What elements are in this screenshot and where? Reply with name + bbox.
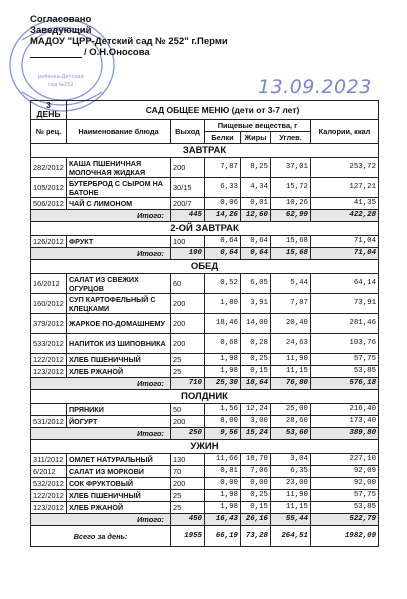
total-row	[31, 514, 379, 526]
col-carb-header: Углев.	[271, 132, 311, 144]
portion-output: 30/15	[171, 178, 205, 198]
total-protein: 14,26	[205, 210, 241, 222]
calorie-value: 53,85	[311, 502, 379, 514]
calorie-value: 92,09	[311, 466, 379, 478]
approval-line3: МАДОУ "ЦРР-Детский сад № 252" г.Перми	[30, 36, 228, 47]
fat-value: 0,28	[241, 334, 271, 354]
table-row	[31, 274, 379, 294]
grand-total-output: 1955	[171, 526, 205, 547]
portion-output: 25	[171, 490, 205, 502]
fat-value: 6,05	[241, 274, 271, 294]
protein-value: 1,56	[205, 404, 241, 416]
total-calories: 576,18	[311, 378, 379, 390]
dish-name: ОМЛЕТ НАТУРАЛЬНЫЙ	[67, 454, 171, 466]
total-carb: 62,99	[271, 210, 311, 222]
total-carb: 55,44	[271, 514, 311, 526]
calorie-value: 71,04	[311, 236, 379, 248]
fat-value: 3,00	[241, 416, 271, 428]
total-fat: 0,64	[241, 248, 271, 260]
portion-output: 60	[171, 274, 205, 294]
fat-value: 4,34	[241, 178, 271, 198]
calorie-value: 57,75	[311, 490, 379, 502]
carb-value: 7,87	[271, 294, 311, 314]
fat-value: 8,25	[241, 158, 271, 178]
carb-value: 15,72	[271, 178, 311, 198]
recipe-number: 16/2012	[31, 274, 67, 294]
protein-value: 1,80	[205, 294, 241, 314]
table-row	[31, 454, 379, 466]
calorie-value: 53,85	[311, 366, 379, 378]
table-row	[31, 416, 379, 428]
total-label: Итого:	[31, 210, 171, 222]
dish-name: ФРУКТ	[67, 236, 171, 248]
dish-name: ЖАРКОЕ ПО-ДОМАШНЕМУ	[67, 314, 171, 334]
dish-name: СОК ФРУКТОВЫЙ	[67, 478, 171, 490]
protein-value: 0,52	[205, 274, 241, 294]
table-row	[31, 334, 379, 354]
section-header	[31, 390, 379, 404]
col-name-header: Наименование блюда	[67, 120, 171, 144]
recipe-number: 123/2012	[31, 502, 67, 514]
total-label: Итого:	[31, 514, 171, 526]
carb-value: 11,90	[271, 354, 311, 366]
fat-value: 18,70	[241, 454, 271, 466]
calorie-value: 92,00	[311, 478, 379, 490]
carb-value: 28,60	[271, 416, 311, 428]
dish-name: БУТЕРБРОД С СЫРОМ НА БАТОНЕ	[67, 178, 171, 198]
calorie-value: 41,35	[311, 198, 379, 210]
col-rec-header: № рец.	[31, 120, 67, 144]
protein-value: 1,98	[205, 502, 241, 514]
portion-output: 25	[171, 502, 205, 514]
table-row	[31, 354, 379, 366]
table-row	[31, 294, 379, 314]
dish-name: САЛАТ ИЗ СВЕЖИХ ОГУРЦОВ	[67, 274, 171, 294]
carb-value: 20,40	[271, 314, 311, 334]
section-title: 2-ОЙ ЗАВТРАК	[31, 222, 379, 236]
protein-value: 7,87	[205, 158, 241, 178]
handwritten-date: 13.09.2023	[258, 76, 372, 98]
recipe-number: 6/2012	[31, 466, 67, 478]
total-protein: 16,43	[205, 514, 241, 526]
dish-name: САЛАТ ИЗ МОРКОВИ	[67, 466, 171, 478]
carb-value: 10,26	[271, 198, 311, 210]
dish-name: ПРЯНИКИ	[67, 404, 171, 416]
total-calories: 389,80	[311, 428, 379, 440]
total-output: 445	[171, 210, 205, 222]
recipe-number: 282/2012	[31, 158, 67, 178]
total-protein: 25,30	[205, 378, 241, 390]
protein-value: 0,68	[205, 334, 241, 354]
protein-value: 18,46	[205, 314, 241, 334]
col-nutrients-header: Пищевые вещества, г	[205, 120, 311, 132]
fat-value: 14,00	[241, 314, 271, 334]
carb-value: 3,04	[271, 454, 311, 466]
table-row	[31, 478, 379, 490]
portion-output: 200	[171, 478, 205, 490]
recipe-number: 122/2012	[31, 354, 67, 366]
portion-output: 200	[171, 158, 205, 178]
col-cal-header: Калории, ккал	[311, 120, 379, 144]
total-fat: 18,64	[241, 378, 271, 390]
portion-output: 130	[171, 454, 205, 466]
calorie-value: 281,46	[311, 314, 379, 334]
calorie-value: 103,76	[311, 334, 379, 354]
fat-value: 12,24	[241, 404, 271, 416]
total-output: 250	[171, 428, 205, 440]
grand-total-protein: 66,19	[205, 526, 241, 547]
svg-text:сад №252: сад №252	[48, 82, 74, 88]
total-label: Итого:	[31, 428, 171, 440]
recipe-number: 311/2012	[31, 454, 67, 466]
dish-name: ХЛЕБ ПШЕНИЧНЫЙ	[67, 490, 171, 502]
signature-line	[30, 48, 82, 58]
total-label: Итого:	[31, 248, 171, 260]
total-fat: 15,24	[241, 428, 271, 440]
dish-name: ЙОГУРТ	[67, 416, 171, 428]
menu-table	[30, 100, 379, 547]
carb-value: 37,01	[271, 158, 311, 178]
recipe-number: 122/2012	[31, 490, 67, 502]
table-row	[31, 404, 379, 416]
approval-line4: / О.Н.Оносова	[84, 47, 150, 58]
table-row	[31, 198, 379, 210]
portion-output: 200	[171, 294, 205, 314]
section-header	[31, 222, 379, 236]
recipe-number	[31, 404, 67, 416]
approval-line2: Заведующий	[30, 25, 92, 36]
total-carb: 15,68	[271, 248, 311, 260]
total-row	[31, 210, 379, 222]
fat-value: 0,25	[241, 354, 271, 366]
table-row	[31, 502, 379, 514]
total-calories: 422,28	[311, 210, 379, 222]
calorie-value: 64,14	[311, 274, 379, 294]
day-label: 3 ДЕНЬ	[31, 101, 67, 120]
protein-value: 0,06	[205, 198, 241, 210]
fat-value: 0,15	[241, 366, 271, 378]
table-row	[31, 366, 379, 378]
protein-value: 6,33	[205, 178, 241, 198]
carb-value: 25,00	[271, 404, 311, 416]
grand-total-row	[31, 526, 379, 547]
total-row	[31, 378, 379, 390]
total-carb: 76,80	[271, 378, 311, 390]
section-title: ЗАВТРАК	[31, 144, 379, 158]
table-row	[31, 158, 379, 178]
calorie-value: 216,40	[311, 404, 379, 416]
grand-total-label: Всего за день:	[31, 526, 171, 547]
carb-value: 15,68	[271, 236, 311, 248]
protein-value: 0,64	[205, 236, 241, 248]
table-row	[31, 314, 379, 334]
portion-output: 25	[171, 354, 205, 366]
carb-value: 6,35	[271, 466, 311, 478]
protein-value: 0,81	[205, 466, 241, 478]
menu-body	[31, 144, 379, 547]
carb-value: 11,15	[271, 502, 311, 514]
portion-output: 70	[171, 466, 205, 478]
total-fat: 26,16	[241, 514, 271, 526]
total-row	[31, 248, 379, 260]
recipe-number: 531/2012	[31, 416, 67, 428]
total-calories: 522,79	[311, 514, 379, 526]
total-fat: 12,60	[241, 210, 271, 222]
protein-value: 11,66	[205, 454, 241, 466]
recipe-number: 533/2012	[31, 334, 67, 354]
protein-value: 1,98	[205, 490, 241, 502]
dish-name: ХЛЕБ ПШЕНИЧНЫЙ	[67, 354, 171, 366]
section-header	[31, 260, 379, 274]
dish-name: ХЛЕБ РЖАНОЙ	[67, 502, 171, 514]
recipe-number: 105/2012	[31, 178, 67, 198]
portion-output: 50	[171, 404, 205, 416]
menu-title: САД ОБЩЕЕ МЕНЮ (дети от 3-7 лет)	[67, 101, 379, 120]
fat-value: 0,25	[241, 490, 271, 502]
portion-output: 200	[171, 416, 205, 428]
carb-value: 23,00	[271, 478, 311, 490]
table-row	[31, 466, 379, 478]
section-title: УЖИН	[31, 440, 379, 454]
fat-value: 0,01	[241, 198, 271, 210]
total-row	[31, 428, 379, 440]
recipe-number: 506/2012	[31, 198, 67, 210]
col-protein-header: Белки	[205, 132, 241, 144]
total-label: Итого:	[31, 378, 171, 390]
portion-output: 100	[171, 236, 205, 248]
total-output: 100	[171, 248, 205, 260]
recipe-number: 379/2012	[31, 314, 67, 334]
calorie-value: 173,40	[311, 416, 379, 428]
recipe-number: 532/2012	[31, 478, 67, 490]
table-row	[31, 490, 379, 502]
recipe-number: 160/2012	[31, 294, 67, 314]
approval-block	[30, 14, 228, 58]
col-out-header: Выход	[171, 120, 205, 144]
total-carb: 53,60	[271, 428, 311, 440]
calorie-value: 57,75	[311, 354, 379, 366]
calorie-value: 253,72	[311, 158, 379, 178]
protein-value: 1,98	[205, 354, 241, 366]
carb-value: 24,63	[271, 334, 311, 354]
total-protein: 9,56	[205, 428, 241, 440]
total-calories: 71,04	[311, 248, 379, 260]
recipe-number: 126/2012	[31, 236, 67, 248]
total-output: 450	[171, 514, 205, 526]
portion-output: 200/7	[171, 198, 205, 210]
grand-total-fat: 73,28	[241, 526, 271, 547]
total-output: 710	[171, 378, 205, 390]
section-title: ПОЛДНИК	[31, 390, 379, 404]
calorie-value: 73,91	[311, 294, 379, 314]
fat-value: 3,91	[241, 294, 271, 314]
dish-name: ЧАЙ С ЛИМОНОМ	[67, 198, 171, 210]
recipe-number: 123/2012	[31, 366, 67, 378]
svg-text:ребенка-Детский: ребенка-Детский	[38, 74, 84, 80]
carb-value: 5,44	[271, 274, 311, 294]
grand-total-carb: 264,51	[271, 526, 311, 547]
dish-name: КАША ПШЕНИЧНАЯ МОЛОЧНАЯ ЖИДКАЯ	[67, 158, 171, 178]
approval-line1: Согласовано	[30, 14, 92, 25]
section-title: ОБЕД	[31, 260, 379, 274]
table-row	[31, 236, 379, 248]
portion-output: 200	[171, 334, 205, 354]
carb-value: 11,15	[271, 366, 311, 378]
dish-name: НАПИТОК ИЗ ШИПОВНИКА	[67, 334, 171, 354]
fat-value: 0,00	[241, 478, 271, 490]
carb-value: 11,90	[271, 490, 311, 502]
fat-value: 7,06	[241, 466, 271, 478]
calorie-value: 227,10	[311, 454, 379, 466]
fat-value: 0,64	[241, 236, 271, 248]
portion-output: 25	[171, 366, 205, 378]
protein-value: 0,00	[205, 478, 241, 490]
col-fat-header: Жиры	[241, 132, 271, 144]
fat-value: 0,15	[241, 502, 271, 514]
portion-output: 200	[171, 314, 205, 334]
calorie-value: 127,21	[311, 178, 379, 198]
total-protein: 0,64	[205, 248, 241, 260]
protein-value: 8,00	[205, 416, 241, 428]
table-row	[31, 178, 379, 198]
section-header	[31, 144, 379, 158]
grand-total-calories: 1982,09	[311, 526, 379, 547]
dish-name: СУП КАРТОФЕЛЬНЫЙ С КЛЕЦКАМИ	[67, 294, 171, 314]
protein-value: 1,98	[205, 366, 241, 378]
section-header	[31, 440, 379, 454]
dish-name: ХЛЕБ РЖАНОЙ	[67, 366, 171, 378]
